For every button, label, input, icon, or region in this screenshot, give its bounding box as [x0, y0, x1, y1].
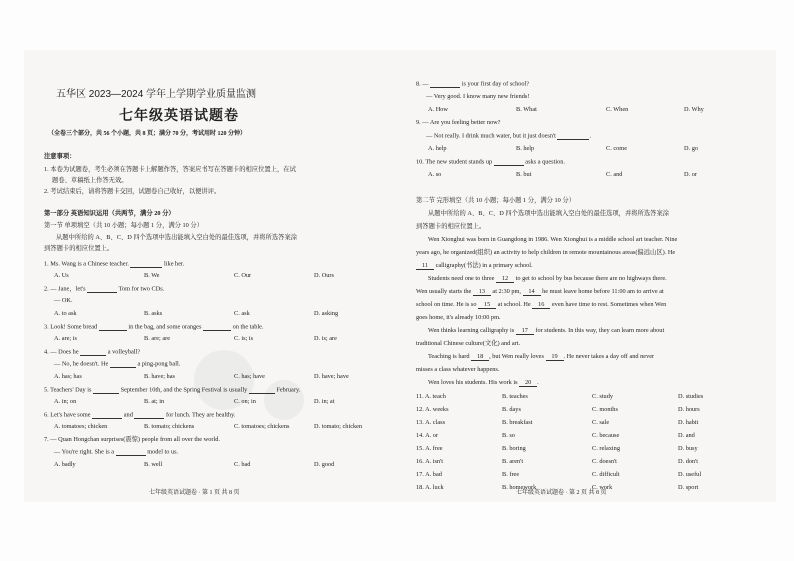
cloze-option: C. study: [592, 393, 613, 400]
page-footer: 七年级英语试题卷 · 第 1 页 共 8 页: [149, 490, 240, 496]
exam-title: 七年级英语试题卷: [119, 107, 239, 123]
page-footer: 七年级英语试题卷 · 第 2 页 共 8 页: [516, 490, 607, 496]
option: C. has; have: [234, 373, 265, 380]
part-title: 第一部分 英语知识运用（共两节，满分 20 分）: [44, 210, 175, 217]
question-stem: 5. Teachers' Day is September 10th, and the Spring Festival is usually February.: [44, 386, 301, 394]
cloze-option: D. and: [678, 432, 695, 439]
option: D. is; are: [314, 335, 337, 342]
question-stem: 2. — Jane，let's Tom for two CDs.: [44, 285, 165, 293]
cloze-option: B. aren't: [502, 458, 524, 465]
passage-line: 11 calligraphy(书法) in a primary school.: [416, 263, 533, 270]
passage-line: Wen Xionghui was born in Guangdong in 1986. Wen Xionghui is a middle school art teacher. Nine: [428, 236, 678, 243]
instruction: 到答题卡的相应位置上。: [416, 223, 486, 230]
option: C. and: [606, 171, 623, 178]
cloze-option: 18. A. luck: [416, 484, 444, 491]
cloze-option: C. months: [592, 406, 618, 413]
option: A. Us: [54, 272, 69, 279]
cloze-option: B. boring: [502, 445, 526, 452]
cloze-blank: 17: [516, 328, 534, 335]
option: C. bad: [234, 461, 251, 468]
option: D. go: [684, 145, 698, 152]
option: D. asking: [314, 310, 339, 317]
cloze-option: D. hours: [678, 406, 700, 413]
cloze-option: B. free: [502, 471, 520, 478]
cloze-option: D. busy: [678, 445, 698, 452]
option: B. at; in: [144, 398, 165, 405]
cloze-blank: 11: [416, 263, 434, 270]
option: B. What: [516, 106, 537, 113]
question-stem: 8. — is your first day of school?: [416, 80, 530, 88]
question-line: — Very good. I know many new friends!: [426, 93, 530, 100]
option: D. in; at: [314, 398, 335, 405]
option: A. has; has: [54, 373, 82, 380]
cloze-option: 17. A. bad: [416, 471, 442, 478]
cloze-option: B. teaches: [502, 393, 528, 400]
cloze-option: D. don't: [678, 458, 699, 465]
cloze-option: 12. A. weeks: [416, 406, 449, 413]
exam-info: （全卷三个部分，共 56 个小题，共 8 页；满分 70 分，考试用时 120 分钟）: [48, 131, 247, 137]
option: B. asks: [144, 310, 163, 317]
passage-line: Students need one to three 12 to get to school by bus because there are no highways there.: [428, 275, 667, 282]
option: B. tomato; chickens: [144, 423, 195, 430]
option: A. How: [428, 106, 448, 113]
instruction: 到答题卡的相应位置上。: [44, 245, 114, 252]
option: B. have; has: [144, 373, 175, 380]
cloze-blank: 13: [473, 289, 491, 296]
option: C. ask: [234, 310, 250, 317]
passage-line: Teaching is hard 18 , but Wen really loves 19 . He never takes a day off and never: [428, 353, 655, 360]
cloze-option: 13. A. class: [416, 419, 446, 426]
option: D. tomato; chicken: [314, 423, 363, 430]
option: A. to ask: [54, 310, 77, 317]
cloze-blank: 19: [546, 354, 564, 361]
option: A. help: [428, 145, 447, 152]
option: A. so: [428, 171, 442, 178]
option: B. well: [144, 461, 163, 468]
cloze-option: C. work: [592, 484, 613, 491]
option: A. tomatoes; chicken: [54, 423, 108, 430]
option: B. help: [516, 145, 535, 152]
instruction: 从题中所给的 A、B、C、D 四个选项中选出能填入空白处的最佳选项，并将所选答案涂: [56, 234, 298, 241]
question-stem: 9. — Are you feeling better now?: [416, 119, 501, 126]
question-stem: 10. The new student stands up asks a question.: [416, 158, 565, 166]
cloze-option: D. sport: [678, 484, 699, 491]
cloze-blank: 12: [496, 276, 514, 283]
exam-sheet: [24, 50, 776, 502]
passage-line: years ago, he organized(组织) an activity to help children in remote mountainous areas(偏远山区). He: [416, 249, 676, 256]
option: C. is; is: [234, 335, 254, 342]
option: D. Why: [684, 106, 704, 113]
option: C. Our: [234, 272, 252, 279]
cloze-option: D. useful: [678, 471, 702, 478]
passage-line: traditional Chinese culture(文化) and art.: [416, 340, 521, 347]
question-line: — No, he doesn't. He a ping-pong ball.: [54, 360, 181, 368]
passage-line: Wen loves his students. His work is 20 .: [428, 379, 539, 386]
option: D. good: [314, 461, 335, 468]
option: B. are; are: [144, 335, 171, 342]
option: C. come: [606, 145, 627, 152]
cloze-option: 16. A. isn't: [416, 458, 444, 465]
option: B. We: [144, 272, 160, 279]
cloze-blank: 20: [519, 380, 537, 387]
cloze-option: 15. A. free: [416, 445, 443, 452]
option: C. on; in: [234, 398, 256, 405]
cloze-blank: 14: [523, 289, 541, 296]
notice-line: 2. 考试结束后，请将答题卡交回，试题卷自己收好，以便讲评。: [44, 188, 221, 195]
option: C. tomatoes; chickens: [234, 423, 290, 430]
cloze-option: C. relaxing: [592, 445, 620, 452]
passage-line: Wen thinks learning calligraphy is 17 for students. In this way, they can learn more about: [428, 327, 665, 334]
question-line: — You're right. She is a model to us.: [54, 448, 179, 456]
cloze-option: C. because: [592, 432, 620, 439]
cloze-option: B. breakfast: [502, 419, 533, 426]
cloze-option: 11. A. teach: [416, 393, 446, 400]
passage-line: Wen usually starts the 13 at 2:30 pm, 14 he must leave home before 11:00 am to arrive at: [416, 288, 664, 295]
option: C. When: [606, 106, 629, 113]
option: B. but: [516, 171, 532, 178]
cloze-option: C. doesn't: [592, 458, 617, 465]
passage-line: goes home, it's already 10:00 pm.: [416, 314, 501, 321]
instruction: 从题中所给的 A、B、C、D 四个选项中选出能填入空白处的最佳选项，并将所选答案涂: [428, 210, 670, 217]
question-stem: 6. Let's have some and for lunch. They are healthy.: [44, 411, 236, 419]
question-stem: 3. Look! Some bread in the bag, and some oranges on the table.: [44, 323, 264, 331]
question-stem: 7. — Quan Hongchan surprises(震惊) people from all over the world.: [44, 436, 220, 443]
question-stem: 4. — Does he a volleyball?: [44, 348, 141, 356]
cloze-blank: 15: [478, 302, 496, 309]
option: D. have; have: [314, 373, 349, 380]
cloze-option: D. studies: [678, 393, 704, 400]
cloze-option: C. difficult: [592, 471, 620, 478]
option: A. in; on: [54, 398, 77, 405]
section-title: 第一节 单项填空（共 10 小题；每小题 1 分，满分 10 分）: [44, 222, 203, 229]
cloze-option: B. homework: [502, 484, 537, 491]
option: A. are; is: [54, 335, 77, 342]
section-title: 第二节 完形填空（共 10 小题；每小题 1 分，满分 10 分）: [416, 197, 575, 204]
cloze-option: D. habit: [678, 419, 699, 426]
notice-line: 题卷、草稿纸上作答无效。: [52, 177, 128, 184]
cloze-option: B. days: [502, 406, 521, 413]
question-stem: 1. Ms. Wang is a Chinese teacher. like her.: [44, 260, 185, 268]
option: A. badly: [54, 461, 76, 468]
question-line: — OK.: [54, 297, 73, 304]
option: D. or: [684, 171, 697, 178]
cloze-blank: 16: [532, 302, 550, 309]
notice-heading: 注意事项：: [44, 153, 76, 160]
exam-title-line1: 五华区 2023—2024 学年上学期学业质量监测: [56, 89, 257, 100]
passage-line: misses a class whatever happens.: [416, 366, 500, 373]
cloze-option: 14. A. or: [416, 432, 439, 439]
option: D. Ours: [314, 272, 334, 279]
question-line: — Not really. I drink much water, but it just doesn't .: [426, 132, 592, 140]
cloze-option: B. so: [502, 432, 515, 439]
cloze-blank: 18: [471, 354, 489, 361]
notice-line: 1. 本卷为试题卷，考生必须在答题卡上解题作答，答案应书写在答题卡的相应位置上，在试: [44, 166, 296, 173]
passage-line: school on time. He is so 15 at school. He 16 even have time to rest. Sometimes when Wen: [416, 301, 667, 308]
cloze-option: C. sale: [592, 419, 610, 426]
